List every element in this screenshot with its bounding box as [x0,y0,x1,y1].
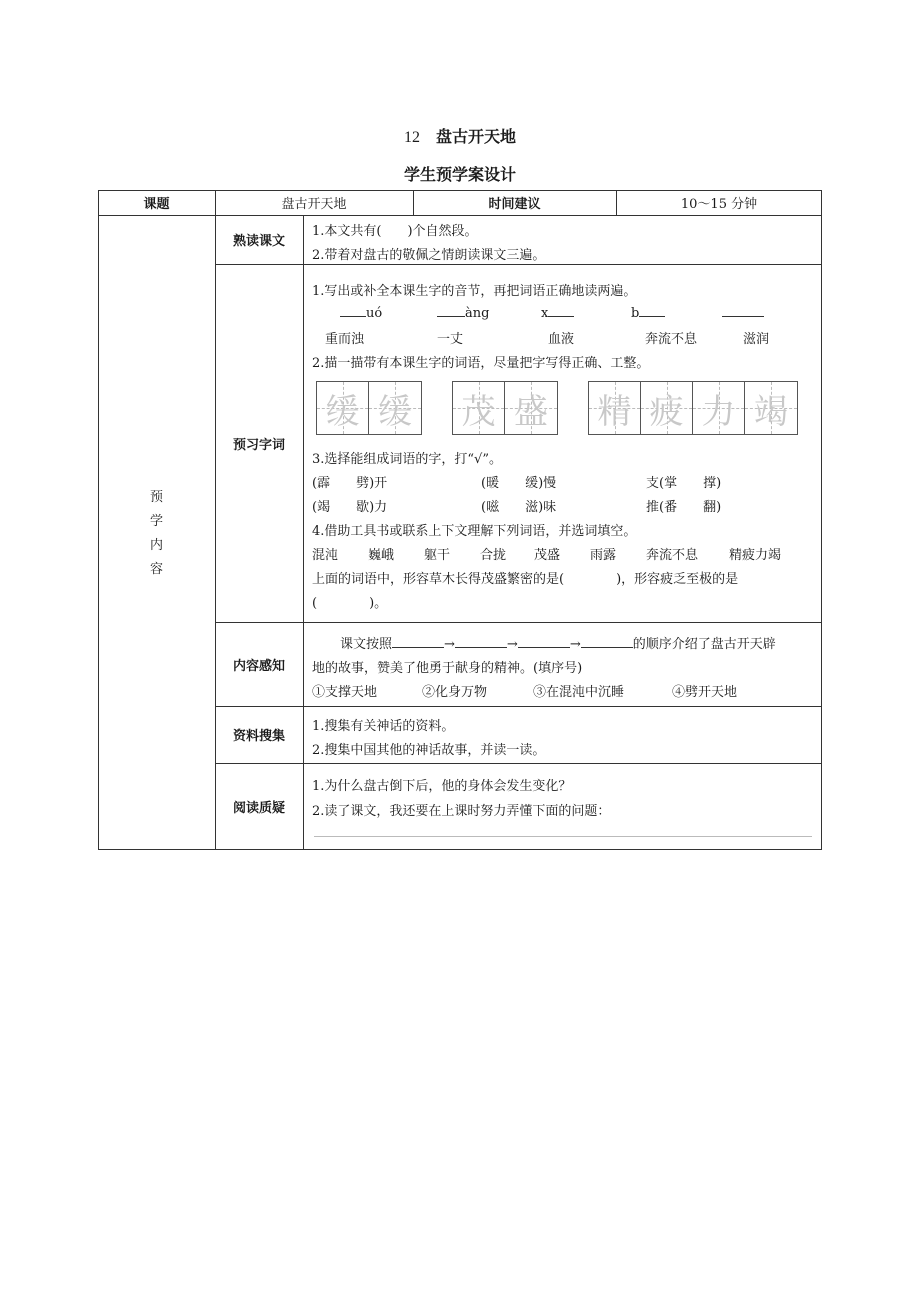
trace-grid[interactable] [316,381,422,435]
option-item: ④劈开天地 [672,685,738,700]
choice-item[interactable]: (霹 劈)开 [312,476,388,491]
trace-cell[interactable]: 精 [589,382,641,434]
word-item: 重而浊 [325,332,365,347]
table-rule [303,264,822,265]
questions-line-2: 2.读了课文，我还要在上课时努力弄懂下面的问题： [312,804,611,819]
trace-cell[interactable]: 盛 [505,382,557,434]
trace-cell[interactable]: 茂 [453,382,505,434]
vocab-word: 合拢 [480,548,507,563]
reading-label: 熟读课文 [232,234,285,249]
pinyin-blank[interactable]: x [541,304,574,321]
time-label: 时间建议 [488,197,541,212]
sequence-blank[interactable] [455,635,507,648]
table-rule [98,215,822,216]
option-item: ①支撑天地 [312,685,378,700]
preview-q1: 1.写出或补全本课生字的音节，再把词语正确地读两遍。 [312,284,637,299]
table-rule [303,215,304,850]
vocab-word: 巍峨 [368,548,395,563]
trace-grid[interactable] [588,381,798,435]
fill-sentence-2: ( )。 [312,596,388,611]
choice-item[interactable]: (嗞 滋)味 [481,500,557,515]
trace-cell[interactable]: 缓 [317,382,369,434]
word-item: 血液 [548,332,575,347]
materials-line-2: 2.搜集中国其他的神话故事，并读一读。 [312,743,546,758]
reading-line-2: 2.带着对盘古的敬佩之情朗读课文三遍。 [312,248,546,263]
choice-item[interactable]: 支(掌 撑) [646,476,722,491]
vocab-word: 雨露 [590,548,617,563]
choice-item[interactable]: (竭 歇)力 [312,500,388,515]
preview-label: 预习字词 [232,437,285,453]
option-item: ②化身万物 [422,685,488,700]
time-value: 10～15 分钟 [680,197,758,212]
pinyin-blank[interactable]: b [631,304,665,321]
questions-label: 阅读质疑 [232,801,285,816]
word-item: 一丈 [437,332,464,347]
vocab-word: 混沌 [312,548,339,563]
trace-cell[interactable]: 缓 [369,382,421,434]
table-rule [215,763,822,764]
pinyin-blank[interactable]: àng [437,304,489,321]
trace-cell[interactable]: 力 [693,382,745,434]
topic-label: 课题 [143,197,170,212]
choice-item[interactable]: 推(番 翻) [646,500,722,515]
trace-cell[interactable]: 疲 [641,382,693,434]
content-label: 内容感知 [232,658,285,674]
word-item: 奔流不息 [645,332,698,347]
worksheet-subtitle: 学生预学案设计 [403,165,516,184]
sequence-sentence: 课文按照 → → → 的顺序介绍了盘古开天辟 [340,637,776,652]
questions-line-1: 1.为什么盘古倒下后，他的身体会发生变化？ [312,779,572,794]
vocab-word: 精疲力竭 [729,548,782,563]
sequence-blank[interactable] [581,635,633,648]
pinyin-blank[interactable]: uó [340,304,382,321]
option-item: ③在混沌中沉睡 [533,685,625,700]
topic-value: 盘古开天地 [281,197,347,212]
preview-q2: 2.描一描带有本课生字的词语，尽量把字写得正确、工整。 [312,356,650,371]
vocab-word: 躯干 [424,548,451,563]
sequence-blank[interactable] [518,635,570,648]
trace-grid[interactable] [452,381,558,435]
table-rule [215,706,822,707]
materials-label: 资料搜集 [232,729,285,744]
choice-item[interactable]: (暖 缓)慢 [481,476,557,491]
fill-sentence-1: 上面的词语中，形容草木长得茂盛繁密的是( )，形容疲乏至极的是 [312,572,739,587]
lesson-title: 12 盘古开天地 [403,127,516,146]
preview-q3: 3.选择能组成词语的字，打“√”。 [312,452,502,467]
vocab-word: 茂盛 [534,548,561,563]
preview-q4: 4.借助工具书或联系上下文理解下列词语，并选词填空。 [312,524,637,539]
reading-line-1: 1.本文共有( )个自然段。 [312,224,478,239]
vocab-word: 奔流不息 [646,548,699,563]
word-item: 滋润 [743,332,770,347]
section-label: 预 学 内 容 [149,490,163,577]
pinyin-blank[interactable] [722,304,764,321]
answer-line[interactable] [314,836,812,837]
sequence-blank[interactable] [392,635,444,648]
content-line-2: 地的故事，赞美了他勇于献身的精神。(填序号) [312,661,583,676]
table-rule [215,622,822,623]
trace-cell[interactable]: 竭 [745,382,797,434]
materials-line-1: 1.搜集有关神话的资料。 [312,719,455,734]
